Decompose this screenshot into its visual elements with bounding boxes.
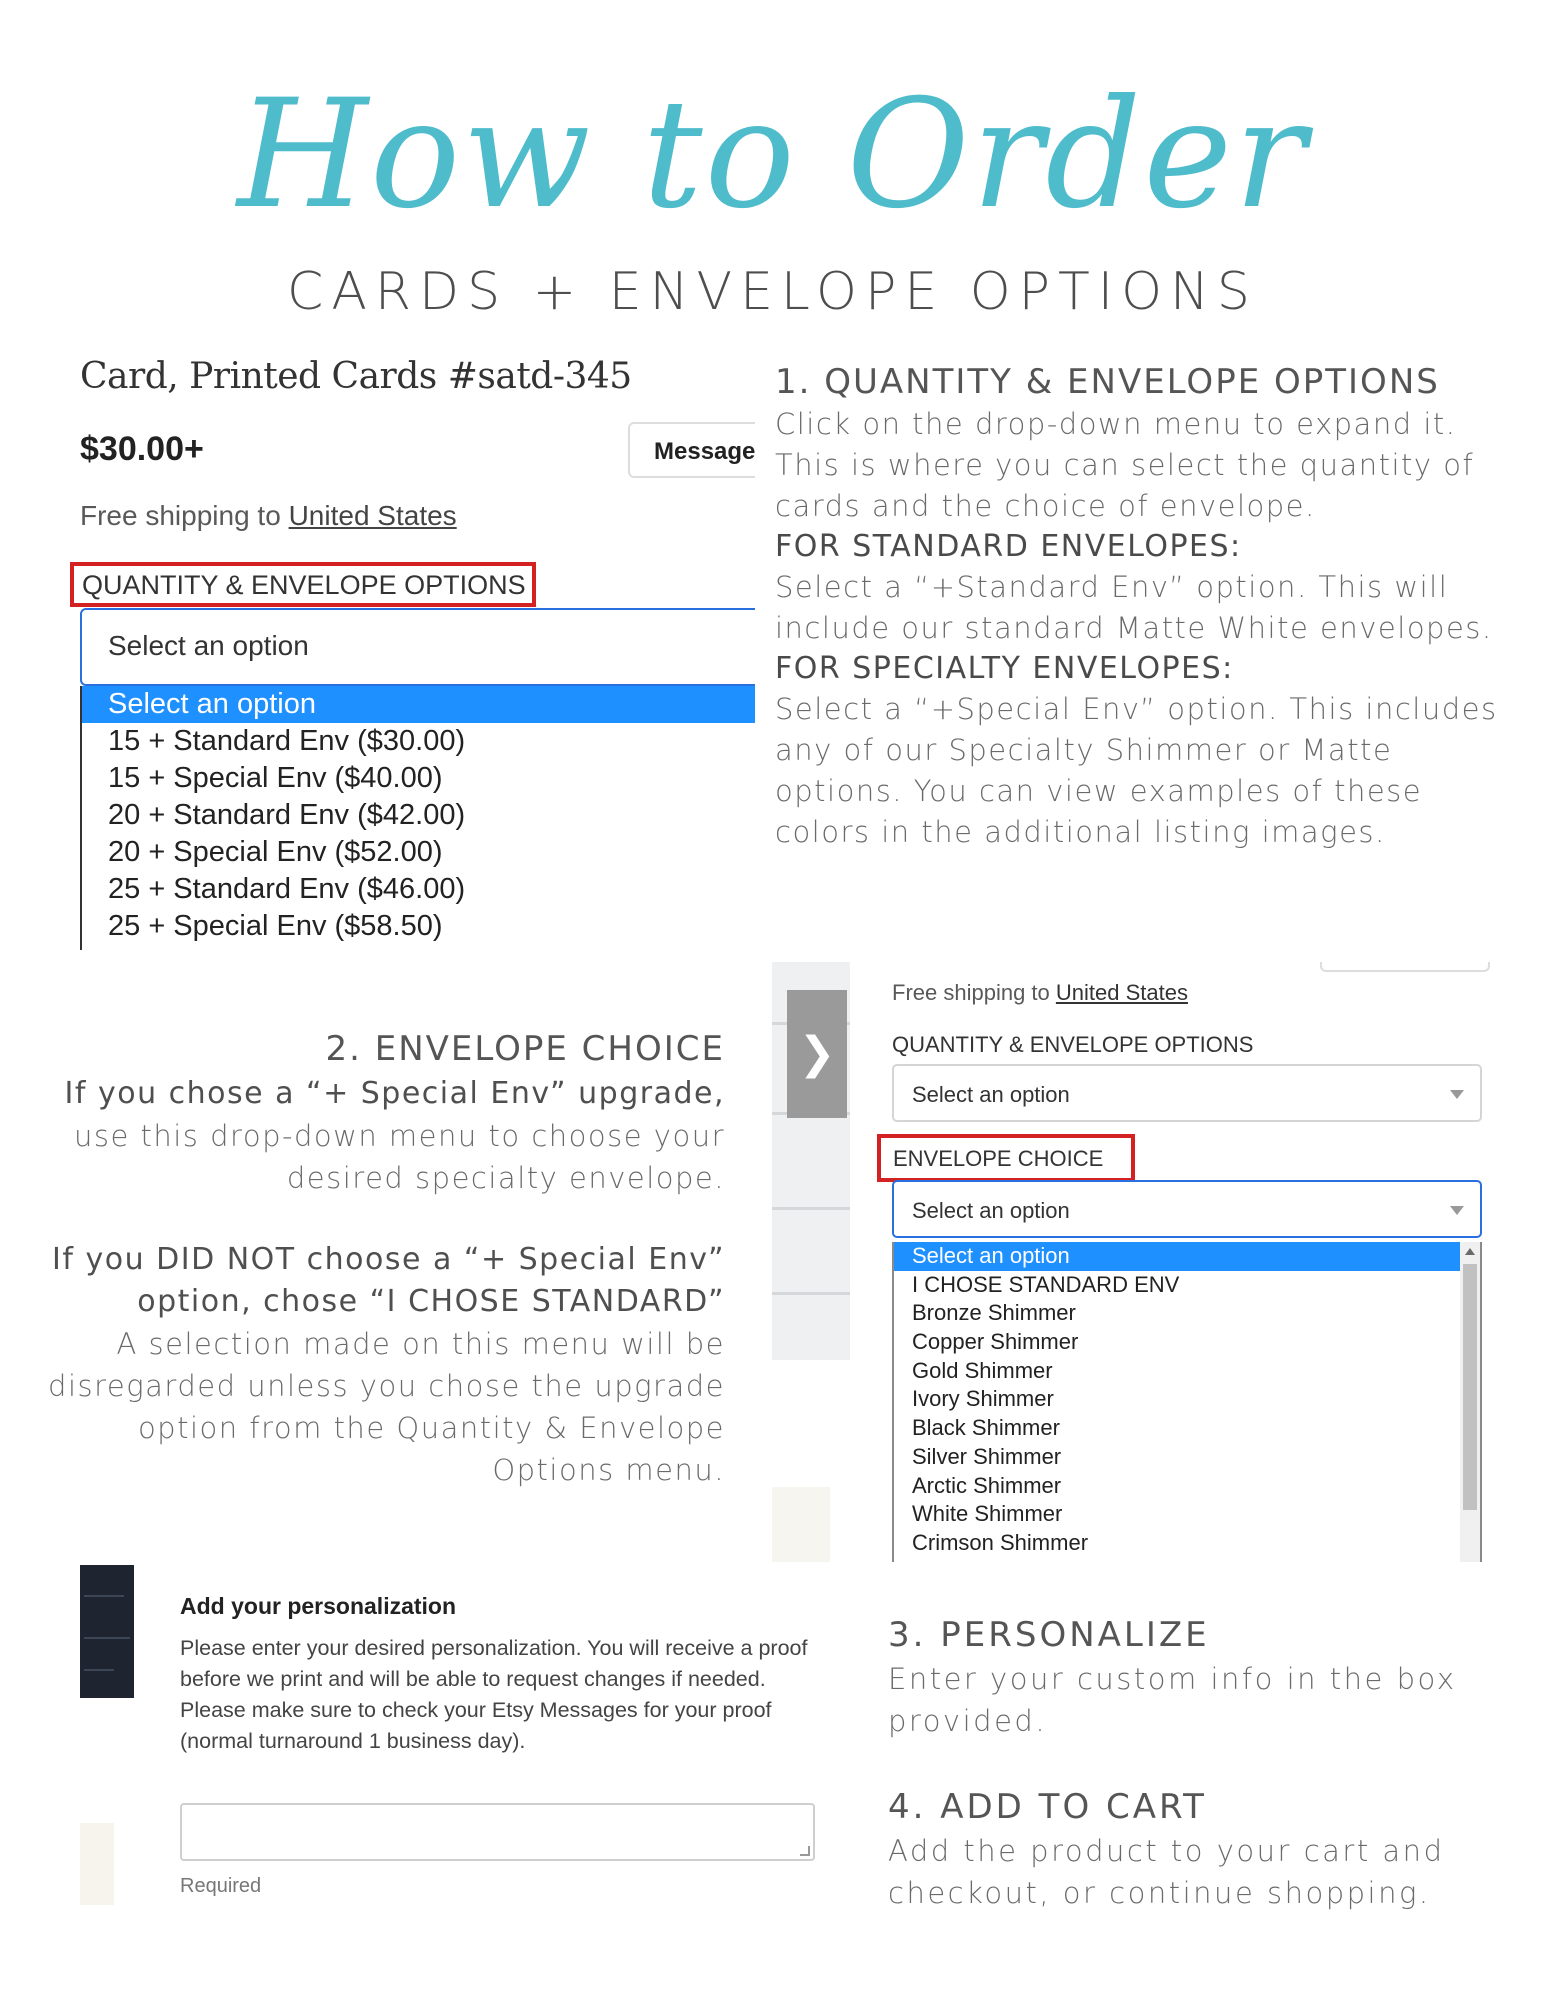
image-corner [772,1487,830,1562]
dropdown-option[interactable]: 25 + Standard Env ($46.00) [108,873,466,905]
standard-envelopes-heading: FOR STANDARD ENVELOPES: [775,529,1242,564]
chevron-right-icon[interactable]: ❯ [787,990,847,1118]
quantity-options-label: QUANTITY & ENVELOPE OPTIONS [70,562,536,607]
personalization-screenshot [80,1565,820,1905]
envelope-choice-screenshot [772,962,1492,1562]
dropdown-scrollbar[interactable] [1460,1242,1480,1562]
step4-heading: 4. ADD TO CART [888,1787,1207,1827]
product-price: $30.00+ [80,430,204,468]
dropdown-option[interactable]: 25 + Special Env ($58.50) [108,910,443,942]
shipping-info [80,500,457,532]
page-title: How to Order [237,68,1308,242]
dropdown-option[interactable]: Ivory Shimmer [912,1386,1054,1412]
dropdown-option[interactable]: Silver Shimmer [912,1443,1062,1469]
chevron-down-icon [1450,1090,1464,1099]
step3-body: Enter your custom info in the box provided. [888,1662,1457,1738]
step4-body: Add the product to your cart and checkout, or continue shopping. [888,1834,1445,1910]
step1-heading: 1. QUANTITY & ENVELOPE OPTIONS [775,362,1440,402]
product-thumbnail [80,1565,134,1698]
message-button[interactable]: Message [628,422,755,478]
required-note: Required [180,1875,262,1897]
shipping-country-link[interactable]: United States [1055,980,1188,1005]
shipping-country-link[interactable]: United States [288,500,457,531]
envelope-choice-label: ENVELOPE CHOICE [877,1134,1135,1182]
resize-handle-icon[interactable] [800,1846,810,1856]
product-thumbnail [80,1823,114,1905]
dropdown-option[interactable]: Gold Shimmer [912,1357,1053,1383]
step2-special-note: If you chose a “+ Special Env” upgrade, [64,1076,725,1111]
dropdown-option[interactable]: 15 + Standard Env ($30.00) [108,725,466,757]
step4-instructions [888,1784,1518,1914]
scrollbar-thumb[interactable] [1463,1264,1477,1510]
chevron-down-icon [1450,1206,1464,1215]
dropdown-option[interactable]: 15 + Special Env ($40.00) [108,762,443,794]
product-title: Card, Printed Cards #satd-345 [80,356,632,397]
quantity-dropdown-list [80,686,755,950]
page-subtitle: CARDS + ENVELOPE OPTIONS [287,262,1258,322]
scroll-up-icon[interactable] [1465,1248,1475,1255]
step3-heading: 3. PERSONALIZE [888,1615,1210,1655]
step3-instructions [888,1612,1518,1742]
dropdown-option[interactable]: Black Shimmer [912,1415,1060,1441]
dropdown-option[interactable]: White Shimmer [912,1501,1063,1527]
dropdown-option[interactable]: Copper Shimmer [912,1329,1079,1355]
dropdown-option[interactable]: Bronze Shimmer [912,1300,1076,1326]
envelope-select-value: Select an option [912,1198,1070,1223]
step2-instructions [20,1025,725,1491]
dropdown-option[interactable]: Arctic Shimmer [912,1472,1062,1498]
quantity-screenshot [60,340,755,950]
dropdown-option[interactable]: Crimson Shimmer [912,1529,1089,1555]
shipping-info [892,980,1188,1006]
quantity-select[interactable]: Select an option [80,608,755,686]
step2-standard-body: A selection made on this menu will be disregarded unless you chose the upgrade option from the Quantity & Envelope Options menu. [48,1327,725,1487]
quantity-select[interactable] [892,1064,1482,1122]
personalization-description: Please enter your desired personalization. You will receive a proof before we print and will be able to request changes if needed. Please make sure to check your Etsy Messages for your proof (normal turnaround 1 business day). [180,1636,808,1753]
step1-instructions [775,360,1515,853]
specialty-envelopes-body: Select a “+Special Env” option. This includes any of our Specialty Shimmer or Matte options. You can view examples of these colors in the additional listing images. [775,692,1498,849]
shipping-prefix: Free shipping to [892,980,1056,1005]
step2-special-body: use this drop-down menu to choose your desired specialty envelope. [73,1119,725,1195]
dropdown-option[interactable]: I CHOSE STANDARD ENV [912,1271,1180,1297]
button-edge [1320,962,1490,972]
dropdown-option[interactable]: 20 + Standard Env ($42.00) [108,799,466,831]
step1-body: Click on the drop-down menu to expand it. This is where you can select the quantity of cards and the choice of envelope. [775,407,1475,523]
personalization-heading: Add your personalization [180,1593,457,1619]
quantity-options-label: QUANTITY & ENVELOPE OPTIONS [892,1032,1254,1057]
personalization-textarea[interactable] [180,1803,815,1861]
shipping-prefix: Free shipping to [80,500,289,531]
dropdown-option[interactable]: 20 + Special Env ($52.00) [108,836,443,868]
specialty-envelopes-heading: FOR SPECIALTY ENVELOPES: [775,651,1234,686]
quantity-select-value: Select an option [912,1082,1070,1107]
envelope-select[interactable] [892,1180,1482,1238]
step2-standard-note: If you DID NOT choose a “+ Special Env” option, chose “I CHOSE STANDARD” [52,1242,725,1319]
step2-heading: 2. ENVELOPE CHOICE [325,1029,725,1069]
envelope-dropdown-list [892,1242,1482,1562]
dropdown-option[interactable]: Select an option [894,1242,1460,1271]
standard-envelopes-body: Select a “+Standard Env” option. This will include our standard Matte White envelopes. [775,570,1493,645]
dropdown-option[interactable]: Select an option [82,686,755,723]
